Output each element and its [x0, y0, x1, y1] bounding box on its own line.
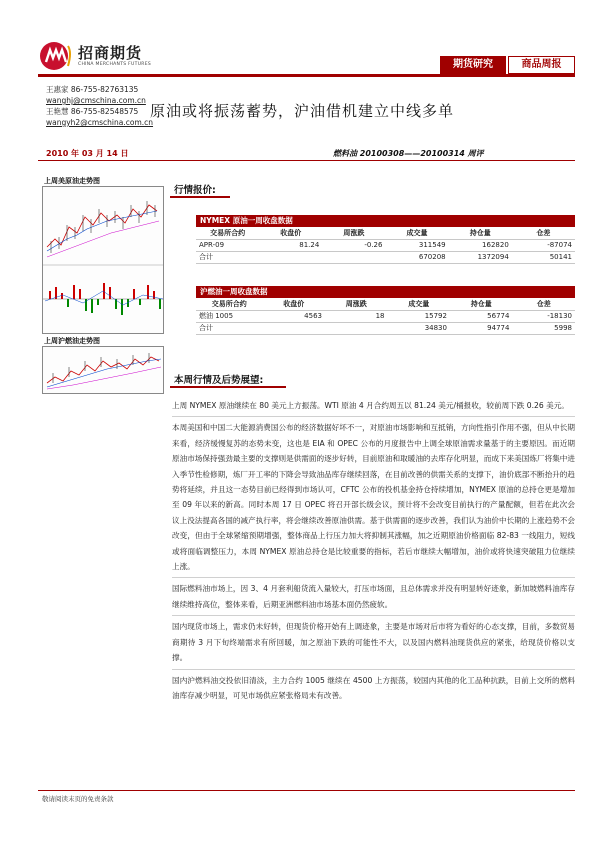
outlook-heading-rule [170, 386, 286, 388]
report-subtitle: 燃料油 20100308——20100314 周评 [333, 149, 484, 158]
tag-research: 期货研究 [440, 56, 506, 74]
logo-subtext: CHINA MERCHANTS FUTURES [78, 62, 152, 67]
shfe-col-change: 周涨跌 [325, 298, 387, 310]
table-cell [322, 251, 385, 263]
shfe-col-oi: 持仓量 [450, 298, 512, 310]
table-cell [259, 251, 322, 263]
table-cell: -18130 [512, 310, 575, 322]
nymex-col-contract: 交易所合约 [196, 227, 259, 239]
nymex-col-oi: 持仓量 [449, 227, 512, 239]
outlook-paragraph-2: 本周美国和中国二大能源消费国公布的经济数据好坏不一，对原油市场影响和互抵销，方向性指引作用不强，但从中长期来看，经济缓慢复苏的态势未变，这也是 EIA 和 OPEC 公布的月度报告中上调全球原油需求量基于的主要原因。而近期原油市场保持强劲最主要的支撑则是供需面的逐步好转，目前原油和取暖油的去库存化明显，而成下来美国炼厂将集中进入季节性检修期，炼厂开工率的下降会导致油品库存继续回落，在目前改善的供需关系的支撑下，油价底部不断抬升的趋势将延续，并且这一态势目前已经得到市场认可，CFTC 公布的投机基金持仓持续增加，NYMEX 原油的总持仓更是增加至 09 年以来的新高。同时本周 17 日 OPEC 将召开部长级会议，预计将不会改变目前执行的产量配额，但若在此次会议上没法提高各国的减产执行率，将会继续改善原油供需。基于供需面的逐步改善，我们认为油价中长期的上涨趋势不会改变，但由于全球紧缩预期增强，整体商品上行压力加大将抑制其涨幅，加之近期原油价格面临 82-83 一线阻力，短线或将面临调整压力，本周 NYMEX 原油总持仓是比较重要的指标，若后市继续大幅增加，油价或将快速突破阻力位继续上涨。 [172, 420, 575, 578]
table-cell: 56774 [450, 310, 512, 322]
contact-2-phone: 王艳慧 86-755-82548575 [46, 107, 139, 116]
table-row [196, 310, 575, 322]
nymex-col-oi-diff: 仓差 [512, 227, 575, 239]
report-title: 原油或将振荡蓄势，沪油借机建立中线多单 [150, 102, 455, 120]
analyst-contacts [46, 84, 153, 128]
shfe-chart-graphic [43, 347, 164, 394]
table-cell: 合计 [196, 251, 259, 263]
shfe-chart [42, 346, 164, 394]
outlook-paragraph-5: 国内沪燃料油交投依旧清淡，主力合约 1005 继续在 4500 上方振荡，较国内其他的化工品种抗跌，目前上交所的燃料油库存减少明显，可见市场供应紧张格局未有改善。 [172, 675, 575, 700]
nymex-chart-label: 上周美原油走势图 [44, 177, 100, 185]
outlook-paragraph-3: 国际燃料油市场上，因 3、4 月套利船货流入量较大，打压市场面，且总体需求并没有明显转好迹象，新加坡燃料油库存继续维持高位，整体来看，后期亚洲燃料油市场基本面仍然疲软。 [172, 581, 575, 616]
nymex-chart-graphic [43, 187, 164, 334]
quotes-heading: 行情报价: [174, 185, 216, 196]
table-cell: 81.24 [259, 239, 322, 251]
nymex-table-header [196, 227, 575, 239]
table-cell [263, 322, 325, 334]
logo-text: 招商期货 [78, 44, 143, 62]
company-logo [38, 40, 168, 74]
logo-mark-icon [38, 40, 74, 72]
report-date: 2010 年 03 月 14 日 [46, 149, 129, 158]
outlook-heading: 本周行情及后势展望: [174, 375, 264, 386]
table-cell: -0.26 [322, 239, 385, 251]
table-cell: 18 [325, 310, 387, 322]
table-row [196, 251, 575, 263]
table-cell: 94774 [450, 322, 512, 334]
table-cell: 燃油 1005 [196, 310, 263, 322]
disclaimer-note: 敬请阅读末页的免责条款 [42, 795, 114, 803]
quotes-heading-rule [170, 196, 230, 198]
shfe-col-volume: 成交量 [387, 298, 449, 310]
nymex-col-change: 周涨跌 [322, 227, 385, 239]
header-rule [38, 74, 575, 77]
table-cell [325, 322, 387, 334]
nymex-chart [42, 186, 164, 334]
table-cell: 5998 [512, 322, 575, 334]
shfe-col-close: 收盘价 [263, 298, 325, 310]
table-row [196, 239, 575, 251]
nymex-table-title: NYMEX 原油一周收盘数据 [196, 215, 575, 227]
shfe-col-oi-diff: 仓差 [512, 298, 575, 310]
table-cell: 162820 [449, 239, 512, 251]
shfe-chart-label: 上周沪燃油走势图 [44, 337, 100, 345]
table-cell: 4563 [263, 310, 325, 322]
outlook-paragraph-1: 上周 NYMEX 原油继续在 80 美元上方振荡。WTI 原油 4 月合约周五以 81.24 美元/桶报收，较前周下跌 0.26 美元。 [172, 398, 575, 417]
table-cell: 15792 [387, 310, 449, 322]
footer-rule [38, 790, 575, 791]
contact-1-email[interactable]: wanghj@cmschina.com.cn [46, 96, 146, 105]
table-cell: 1372094 [449, 251, 512, 263]
table-cell: APR-09 [196, 239, 259, 251]
table-cell: 合计 [196, 322, 263, 334]
table-cell: -87074 [512, 239, 575, 251]
table-cell: 34830 [387, 322, 449, 334]
tag-weekly: 商品周报 [508, 56, 575, 74]
nymex-col-volume: 成交量 [385, 227, 448, 239]
table-row [196, 322, 575, 334]
contact-1-phone: 王惠家 86-755-82763135 [46, 85, 139, 94]
shfe-col-contract: 交易所合约 [196, 298, 263, 310]
outlook-body [172, 398, 575, 709]
contact-2-email[interactable]: wangyh2@cmschina.com.cn [46, 118, 154, 127]
table-cell: 311549 [385, 239, 448, 251]
shfe-table-header [196, 298, 575, 310]
outlook-paragraph-4: 国内现货市场上，需求仍未好转，但现货价格开始有上调迹象，主要是市场对后市将为看好的心态支撑，目前，多数贸易商期待 3 月下旬终端需求有所回暖，加之原油下跌的可能性不大，以及国内燃料油现货供应的紧张，给现货价格以支撑。 [172, 619, 575, 669]
table-cell: 670208 [385, 251, 448, 263]
shfe-table [196, 298, 575, 335]
nymex-table [196, 227, 575, 264]
nymex-col-close: 收盘价 [259, 227, 322, 239]
date-rule [38, 160, 575, 161]
shfe-table-title: 沪燃油一周收盘数据 [196, 286, 575, 298]
table-cell: 50141 [512, 251, 575, 263]
